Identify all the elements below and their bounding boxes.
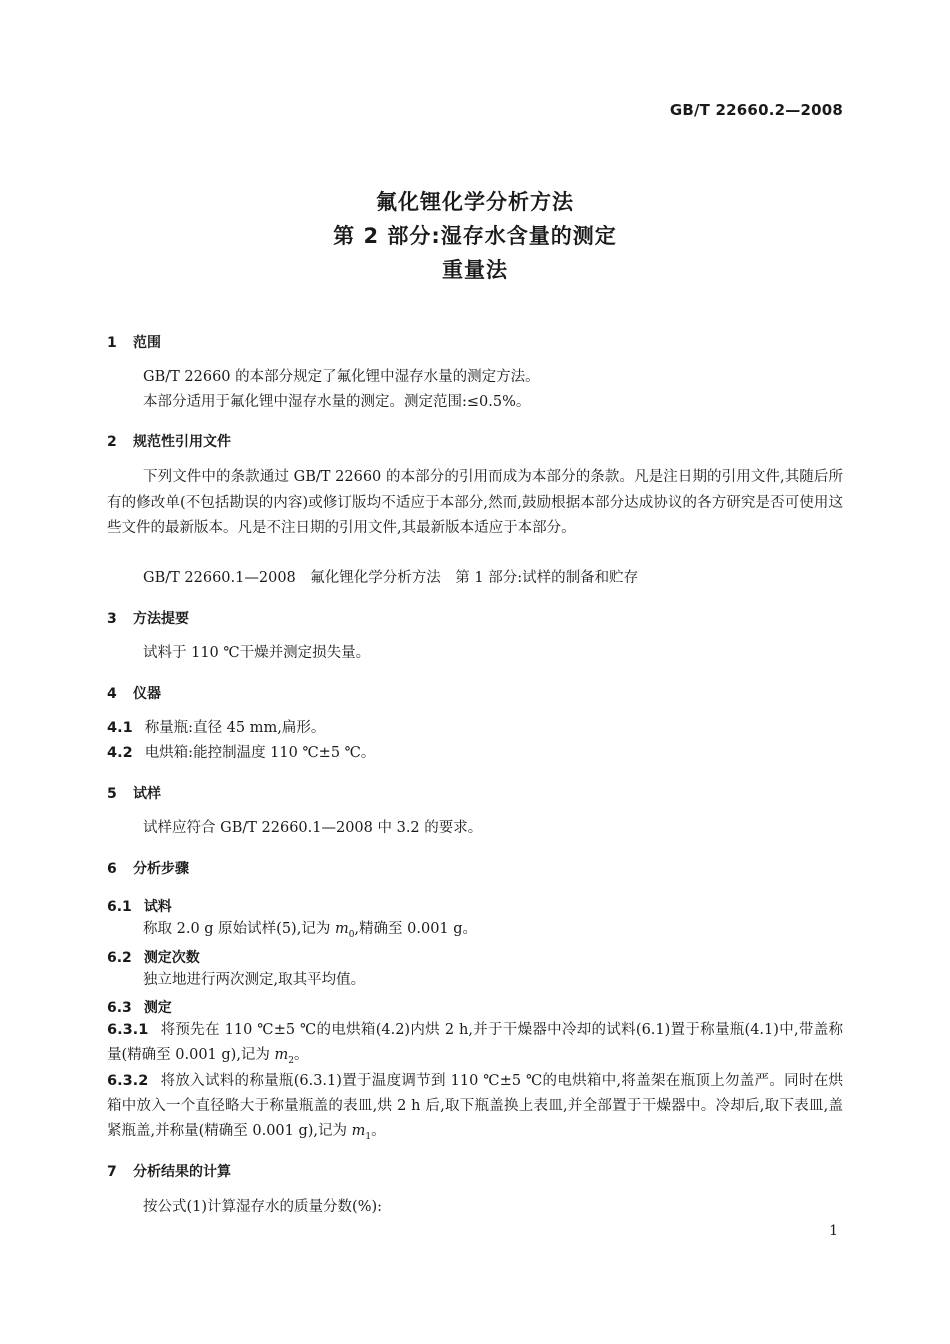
clause-text: 电烘箱:能控制温度 110 ℃±5 ℃。 bbox=[144, 745, 376, 761]
section-3-heading bbox=[107, 608, 189, 628]
section-1-heading bbox=[107, 332, 161, 352]
section-7-heading bbox=[107, 1161, 231, 1181]
text-part: 。 bbox=[371, 1123, 386, 1139]
clause-number: 6.3 bbox=[107, 1000, 132, 1016]
clause-6-3-heading bbox=[107, 997, 172, 1017]
clause-4-1 bbox=[107, 716, 843, 741]
title-line-2: 第 2 部分:湿存水含量的测定 bbox=[333, 224, 617, 248]
clause-number: 6.3.2 bbox=[107, 1073, 149, 1089]
clause-text: 称量瓶:直径 45 mm,扁形。 bbox=[144, 720, 326, 736]
section-title: 方法提要 bbox=[133, 611, 189, 627]
clause-number: 6.3.1 bbox=[107, 1022, 149, 1038]
clause-number: 4.1 bbox=[107, 720, 133, 736]
clause-6-1-heading bbox=[107, 896, 172, 916]
clause-6-2-heading bbox=[107, 947, 200, 967]
section-5-heading bbox=[107, 783, 161, 803]
section-6-heading bbox=[107, 858, 189, 878]
variable-subscript: 1 bbox=[365, 1131, 372, 1142]
clause-6-1-text bbox=[107, 917, 879, 948]
variable-m: m bbox=[274, 1047, 289, 1063]
section-number: 7 bbox=[107, 1164, 117, 1180]
section-title: 分析步骤 bbox=[133, 861, 189, 877]
section-title: 分析结果的计算 bbox=[133, 1164, 231, 1180]
text-part: ,精确至 0.001 g。 bbox=[354, 921, 478, 937]
section-number: 1 bbox=[107, 335, 117, 351]
variable-subscript: 2 bbox=[288, 1055, 295, 1066]
section-2-reference: GB/T 22660.1—2008 氟化锂化学分析方法 第 1 部分:试样的制备和贮存 bbox=[143, 570, 639, 586]
clause-6-3-1 bbox=[107, 1018, 843, 1074]
clause-6-3-2 bbox=[107, 1069, 843, 1150]
text-part: 将预先在 110 ℃±5 ℃的电烘箱(4.2)内烘 2 h,并于干燥器中冷却的试料(6.1)置于称量瓶(4.1)中,带盖称量(精确至 0.001 g),记为 bbox=[107, 1022, 843, 1063]
clause-number: 6.1 bbox=[107, 899, 132, 915]
variable-m: m bbox=[351, 1123, 366, 1139]
section-number: 6 bbox=[107, 861, 117, 877]
page-number: 1 bbox=[829, 1223, 838, 1239]
clause-4-2 bbox=[107, 741, 843, 766]
text-part: 。 bbox=[294, 1047, 309, 1063]
clause-6-2-text: 独立地进行两次测定,取其平均值。 bbox=[143, 972, 366, 988]
section-title: 规范性引用文件 bbox=[133, 434, 231, 450]
text-part: 将放入试料的称量瓶(6.3.1)置于温度调节到 110 ℃±5 ℃的电烘箱中,将盖架在瓶顶上勿盖严。同时在烘箱中放入一个直径略大于称量瓶盖的表皿,烘 2 h 后,取下瓶盖换上表皿,并全部置于干燥器中。冷却后,取下表皿,盖紧瓶盖,并称量(精确至 0.001 g),记为 bbox=[107, 1073, 843, 1139]
section-number: 3 bbox=[107, 611, 117, 627]
section-3-para-1: 试料于 110 ℃干燥并测定损失量。 bbox=[143, 645, 371, 661]
section-title: 范围 bbox=[133, 335, 161, 351]
section-5-para-1: 试样应符合 GB/T 22660.1—2008 中 3.2 的要求。 bbox=[143, 820, 483, 836]
section-number: 5 bbox=[107, 786, 117, 802]
variable-m: m bbox=[334, 921, 349, 937]
section-2-para-1: 下列文件中的条款通过 GB/T 22660 的本部分的引用而成为本部分的条款。凡是注日期的引用文件,其随后所有的修改单(不包括勘误的内容)或修订版均不适应于本部分,然而,鼓励根据本部分达成协议的各方研究是否可使用这些文件的最新版本。凡是不注日期的引用文件,其最新版本适应于本部分。 bbox=[107, 469, 843, 536]
clause-number: 6.2 bbox=[107, 950, 132, 966]
title-line-1: 氟化锂化学分析方法 bbox=[376, 190, 574, 214]
section-1-para-2: 本部分适用于氟化锂中湿存水量的测定。测定范围:≤0.5%。 bbox=[143, 394, 531, 410]
section-1-para-1: GB/T 22660 的本部分规定了氟化锂中湿存水量的测定方法。 bbox=[143, 369, 540, 385]
text-part: 称取 2.0 g 原始试样(5),记为 bbox=[143, 921, 335, 937]
section-title: 试样 bbox=[133, 786, 161, 802]
standard-code: GB/T 22660.2—2008 bbox=[669, 101, 843, 119]
section-title: 仪器 bbox=[133, 686, 161, 702]
title-line-3: 重量法 bbox=[442, 258, 508, 282]
section-4-heading bbox=[107, 683, 161, 703]
clause-number: 4.2 bbox=[107, 745, 133, 761]
section-7-para-1: 按公式(1)计算湿存水的质量分数(%): bbox=[143, 1199, 383, 1215]
section-2-heading bbox=[107, 431, 231, 451]
clause-title: 测定 bbox=[143, 1000, 172, 1016]
variable-subscript: 0 bbox=[348, 929, 355, 940]
clause-title: 试料 bbox=[143, 899, 172, 915]
section-number: 2 bbox=[107, 434, 117, 450]
section-number: 4 bbox=[107, 686, 117, 702]
clause-title: 测定次数 bbox=[143, 950, 200, 966]
